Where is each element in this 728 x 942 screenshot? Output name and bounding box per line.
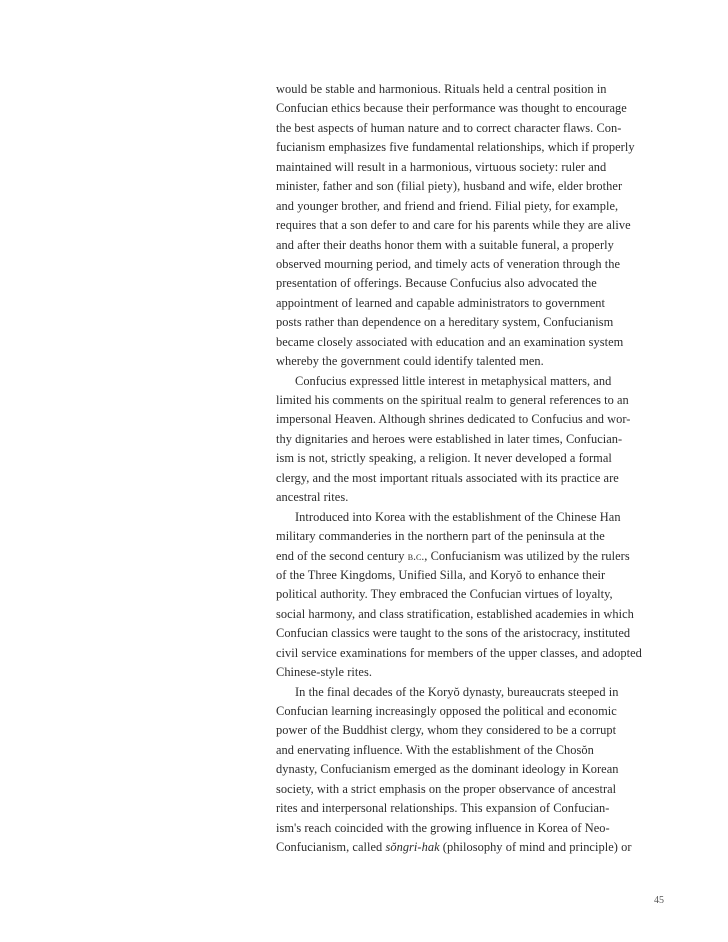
text-segment: (philosophy of mind and principle) or: [439, 840, 632, 855]
text-line: ism's reach coincided with the growing influence in Korea of Neo-: [276, 820, 610, 835]
page-number: 45: [654, 895, 664, 906]
text-line: Chinese-style rites.: [276, 665, 372, 680]
text-line: [276, 547, 664, 566]
text-segment: , Confucianism was utilized by the rulers: [424, 548, 630, 563]
text-line: observed mourning period, and timely acts of veneration through the: [276, 256, 621, 271]
italic-term: sŏngri-hak: [385, 840, 440, 855]
text-line: rites and interpersonal relationships. This expansion of Confucian-: [276, 801, 610, 816]
text-line: military commanderies in the northern part of the peninsula at the: [276, 529, 605, 544]
text-line: ancestral rites.: [276, 490, 349, 505]
text-line: thy dignitaries and heroes were established in later times, Confucian-: [276, 431, 623, 446]
text-line: Confucian classics were taught to the sons of the aristocracy, instituted: [276, 626, 631, 641]
text-line: requires that a son defer to and care for his parents while they are alive: [276, 218, 631, 233]
text-line: society, with a strict emphasis on the proper observance of ancestral: [276, 781, 617, 796]
text-line: Confucian learning increasingly opposed the political and economic: [276, 704, 617, 718]
text-segment: end of the second century: [276, 548, 408, 563]
text-line: power of the Buddhist clergy, whom they considered to be a corrupt: [276, 723, 617, 738]
text-line: of the Three Kingdoms, Unified Silla, and Koryŏ to enhance their: [276, 567, 606, 582]
text-line: clergy, and the most important rituals associated with its practice are: [276, 470, 619, 485]
text-line: Confucian ethics because their performance was thought to encourage: [276, 101, 627, 116]
text-line: political authority. They embraced the Confucian virtues of loyalty,: [276, 587, 613, 602]
text-line: dynasty, Confucianism emerged as the dominant ideology in Korean: [276, 762, 619, 777]
text-line: posts rather than dependence on a hereditary system, Confucianism: [276, 315, 614, 330]
text-line: and after their deaths honor them with a suitable funeral, a properly: [276, 237, 614, 252]
text-line: appointment of learned and capable administrators to government: [276, 295, 605, 310]
text-line: fucianism emphasizes five fundamental relationships, which if properly: [276, 140, 635, 155]
text-line: impersonal Heaven. Although shrines dedicated to Confucius and wor-: [276, 412, 631, 427]
paragraph-start-line: In the final decades of the Koryŏ dynasty, bureaucrats steeped in: [295, 684, 619, 699]
text-line: minister, father and son (filial piety), husband and wife, elder brother: [276, 179, 623, 194]
text-line: presentation of offerings. Because Confucius also advocated the: [276, 276, 597, 291]
text-line: limited his comments on the spiritual realm to general references to an: [276, 393, 629, 407]
text-line: ism is not, strictly speaking, a religion. It never developed a formal: [276, 451, 612, 466]
text-line: and younger brother, and friend and friend. Filial piety, for example,: [276, 198, 619, 213]
text-line: would be stable and harmonious. Rituals held a central position in: [276, 82, 607, 96]
text-line: and enervating influence. With the establishment of the Chosŏn: [276, 742, 594, 757]
body-text: [276, 80, 664, 858]
text-line: whereby the government could identify talented men.: [276, 354, 544, 369]
text-line: social harmony, and class stratification, established academies in which: [276, 606, 634, 621]
text-line: maintained will result in a harmonious, virtuous society: ruler and: [276, 159, 607, 174]
small-caps-abbreviation: b.c.: [407, 550, 425, 563]
text-line: civil service examinations for members of the upper classes, and adopted: [276, 645, 642, 660]
text-line: became closely associated with education and an examination system: [276, 334, 624, 349]
paragraph-start-line: Confucius expressed little interest in metaphysical matters, and: [295, 373, 612, 388]
text-line: the best aspects of human nature and to correct character flaws. Con-: [276, 120, 622, 135]
paragraph-start-line: Introduced into Korea with the establishment of the Chinese Han: [295, 509, 621, 524]
text-segment: Confucianism, called: [276, 840, 386, 855]
text-line: [276, 838, 664, 857]
